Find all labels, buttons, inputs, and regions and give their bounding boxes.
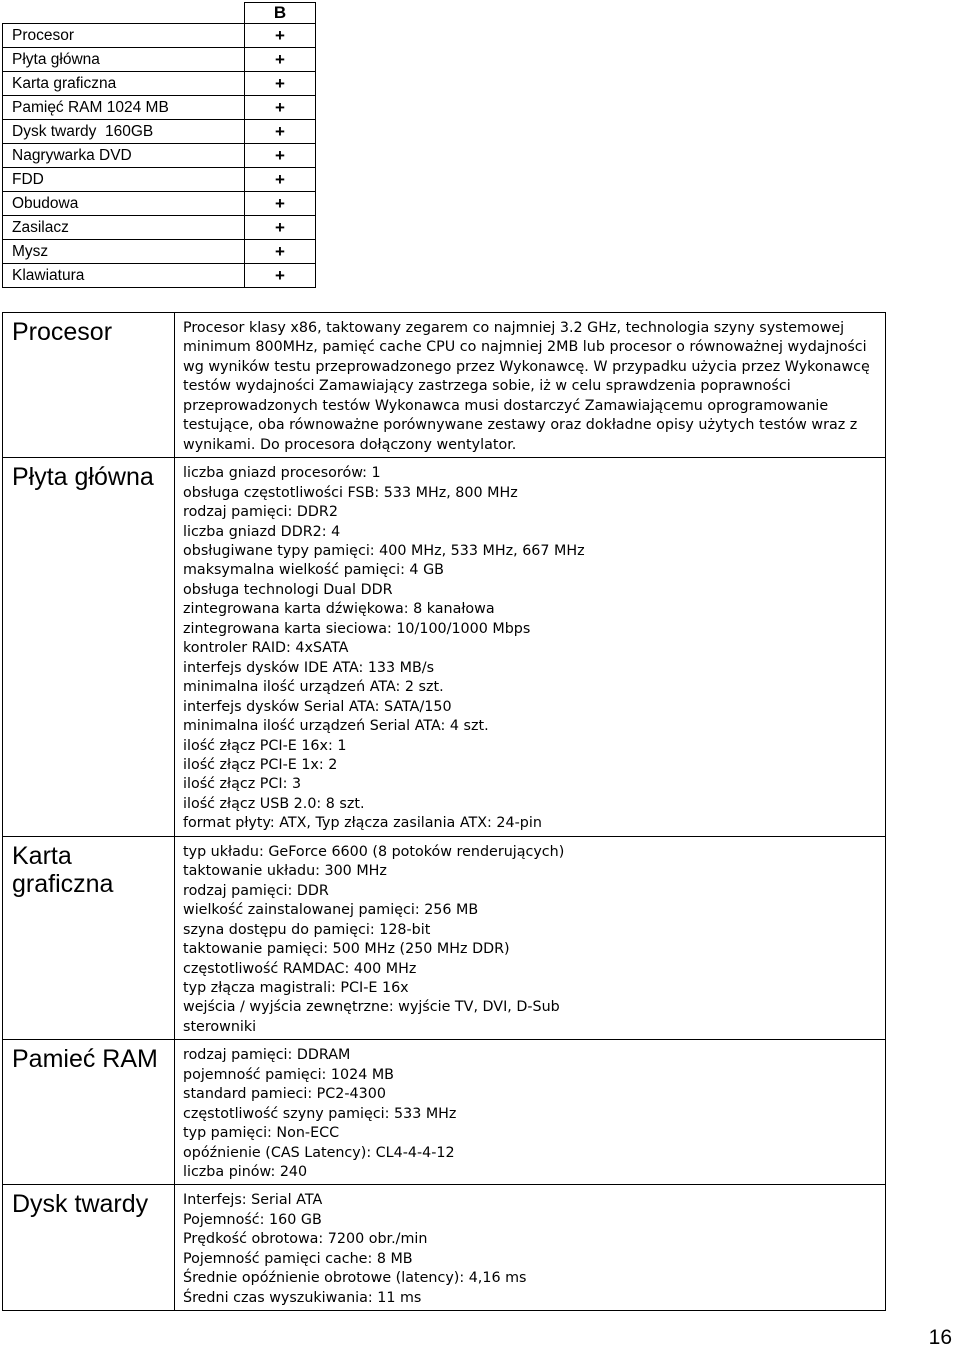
spec-line: ilość złącz USB 2.0: 8 szt. — [183, 795, 365, 812]
components-summary-table — [2, 2, 316, 288]
summary-row — [3, 72, 316, 96]
spec-line: ilość złącz PCI-E 16x: 1 — [183, 737, 347, 754]
spec-line: wejścia / wyjścia zewnętrzne: wyjście TV, DVI, D-Sub — [183, 999, 560, 1016]
specification-table — [2, 312, 886, 1311]
summary-item-mark: + — [245, 48, 316, 72]
spec-line: liczba pinów: 240 — [183, 1164, 308, 1181]
summary-item-name: Klawiatura — [3, 264, 245, 288]
spec-line: typ układu: GeForce 6600 (8 potoków renderujących) — [183, 843, 565, 860]
spec-label-ram: Pamieć RAM — [3, 1040, 175, 1185]
spec-line: Średnie opóźnienie obrotowe (latency): 4,16 ms — [183, 1270, 527, 1287]
summary-row — [3, 120, 316, 144]
spec-line: wielkość zainstalowanej pamięci: 256 MB — [183, 902, 479, 919]
spec-desc-procesor — [175, 313, 886, 458]
spec-label-dysk: Dysk twardy — [3, 1185, 175, 1311]
summary-item-mark: + — [245, 72, 316, 96]
spec-line: Średni czas wyszukiwania: 11 ms — [183, 1289, 422, 1306]
summary-item-mark: + — [245, 96, 316, 120]
spec-line: opóźnienie (CAS Latency): CL4-4-4-12 — [183, 1144, 455, 1161]
spec-desc-dysk — [175, 1185, 886, 1311]
summary-item-mark: + — [245, 192, 316, 216]
spec-line: kontroler RAID: 4xSATA — [183, 640, 349, 657]
summary-row — [3, 216, 316, 240]
summary-row — [3, 240, 316, 264]
spec-line: sterowniki — [183, 1018, 257, 1035]
spec-line: interfejs dysków Serial ATA: SATA/150 — [183, 698, 452, 715]
spec-row-karta — [3, 836, 886, 1040]
spec-line: częstotliwość RAMDAC: 400 MHz — [183, 960, 417, 977]
summary-item-name: Karta graficzna — [3, 72, 245, 96]
spec-line: rodzaj pamięci: DDR2 — [183, 504, 338, 521]
summary-item-mark: + — [245, 240, 316, 264]
summary-row — [3, 168, 316, 192]
spec-label-karta: Karta graficzna — [3, 836, 175, 1040]
spec-line: liczba gniazd procesorów: 1 — [183, 465, 381, 482]
summary-item-name: Pamięć RAM 1024 MB — [3, 96, 245, 120]
spec-line: obsługa technologi Dual DDR — [183, 581, 393, 598]
summary-item-name: Obudowa — [3, 192, 245, 216]
summary-item-name: Płyta główna — [3, 48, 245, 72]
summary-row — [3, 264, 316, 288]
summary-item-name: Zasilacz — [3, 216, 245, 240]
spec-desc-ram — [175, 1040, 886, 1185]
spec-desc-karta — [175, 836, 886, 1040]
spec-line: ilość złącz PCI-E 1x: 2 — [183, 756, 338, 773]
spec-row-dysk — [3, 1185, 886, 1311]
spec-line: maksymalna wielkość pamięci: 4 GB — [183, 562, 444, 579]
spec-line: liczba gniazd DDR2: 4 — [183, 523, 341, 540]
summary-item-name: Nagrywarka DVD — [3, 144, 245, 168]
spec-line: ilość złącz PCI: 3 — [183, 776, 302, 793]
summary-item-mark: + — [245, 120, 316, 144]
spec-line: Pojemność pamięci cache: 8 MB — [183, 1250, 413, 1267]
summary-header-row — [3, 3, 316, 24]
spec-desc-plyta — [175, 458, 886, 837]
procesor-description: Procesor klasy x86, taktowany zegarem co najmniej 3.2 GHz, technologia szyny systemowej minimum 800MHz, pamięć cache CPU co najmniej 2MB lub procesor o równoważnej wydajności wg wyników testu przeprowadzonego przez Wykonawcę. W przypadku użycia przez Wykonawcę testów wydajności Zamawiający zastrzega sobie, iż w celu sprawdzenia poprawności przeprowadzonych testów Wykonawca musi dostarczyć Zamawiającemu oprogramowanie testujące, oba równoważne porównywane zestawy oraz dokładne opisy użytych testów wraz z wynikami. Do procesora dołączony wentylator. — [183, 320, 870, 453]
summary-item-mark: + — [245, 216, 316, 240]
spec-line: Interfejs: Serial ATA — [183, 1192, 323, 1209]
spec-row-plyta — [3, 458, 886, 837]
summary-row — [3, 192, 316, 216]
spec-line: minimalna ilość urządzeń ATA: 2 szt. — [183, 679, 444, 696]
summary-item-name: Mysz — [3, 240, 245, 264]
spec-label-procesor: Procesor — [3, 313, 175, 458]
spec-line: zintegrowana karta sieciowa: 10/100/1000 Mbps — [183, 620, 531, 637]
summary-item-mark: + — [245, 144, 316, 168]
summary-row — [3, 24, 316, 48]
spec-line: rodzaj pamięci: DDRAM — [183, 1047, 351, 1064]
summary-item-name: Procesor — [3, 24, 245, 48]
spec-line: typ złącza magistrali: PCI-E 16x — [183, 979, 409, 996]
summary-item-name: Dysk twardy 160GB — [3, 120, 245, 144]
summary-item-mark: + — [245, 264, 316, 288]
spec-row-procesor — [3, 313, 886, 458]
summary-item-mark: + — [245, 24, 316, 48]
spec-line: Prędkość obrotowa: 7200 obr./min — [183, 1231, 428, 1248]
spec-line: standard pamieci: PC2-4300 — [183, 1086, 386, 1103]
spec-line: pojemność pamięci: 1024 MB — [183, 1066, 394, 1083]
spec-line: rodzaj pamięci: DDR — [183, 882, 329, 899]
spec-line: interfejs dysków IDE ATA: 133 MB/s — [183, 659, 435, 676]
spec-line: Pojemność: 160 GB — [183, 1211, 322, 1228]
summary-row — [3, 144, 316, 168]
summary-row — [3, 96, 316, 120]
spec-row-ram — [3, 1040, 886, 1185]
spec-line: minimalna ilość urządzeń Serial ATA: 4 szt. — [183, 718, 489, 735]
summary-header-blank — [3, 3, 245, 24]
spec-line: szyna dostępu do pamięci: 128-bit — [183, 921, 431, 938]
spec-line: obsługiwane typy pamięci: 400 MHz, 533 MHz, 667 MHz — [183, 542, 585, 559]
spec-line: częstotliwość szyny pamięci: 533 MHz — [183, 1105, 457, 1122]
spec-line: obsługa częstotliwości FSB: 533 MHz, 800 MHz — [183, 484, 518, 501]
spec-label-plyta: Płyta główna — [3, 458, 175, 837]
spec-line: zintegrowana karta dźwiękowa: 8 kanałowa — [183, 601, 495, 618]
spec-line: taktowanie pamięci: 500 MHz (250 MHz DDR) — [183, 941, 510, 958]
spec-line: taktowanie układu: 300 MHz — [183, 863, 387, 880]
summary-row — [3, 48, 316, 72]
summary-item-name: FDD — [3, 168, 245, 192]
spec-line: format płyty: ATX, Typ złącza zasilania ATX: 24-pin — [183, 815, 542, 832]
summary-column-header: B — [245, 3, 316, 24]
spec-line: typ pamięci: Non-ECC — [183, 1125, 340, 1142]
page-number: 16 — [928, 1326, 952, 1349]
summary-item-mark: + — [245, 168, 316, 192]
